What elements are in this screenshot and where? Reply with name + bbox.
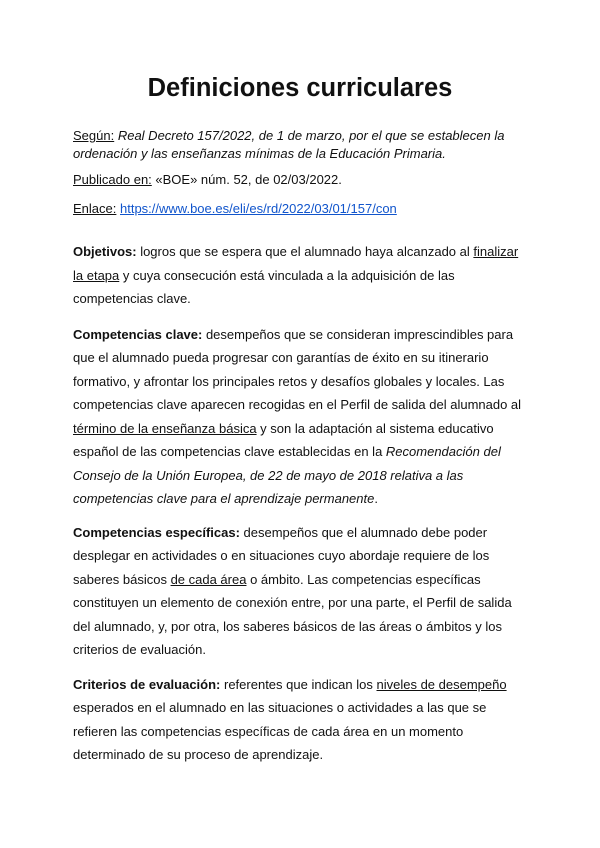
term-competencias-clave: Competencias clave: <box>73 326 203 342</box>
publicado-label: Publicado en: <box>73 172 152 187</box>
competencias-clave-text-1: desempeños que se consideran imprescindibles para que el alumnado pueda progresar con garantías de éxito en su itinerario formativo, y afrontar los principales retos y desafíos globales y locales. Las competencias clave aparecen recogidas en el Perfil de salida del alumnado al <box>73 326 522 412</box>
term-competencias-especificas: Competencias específicas: <box>73 524 240 540</box>
objetivos-text-1: logros que se espera que el alumnado haya alcanzado al <box>136 244 474 259</box>
segun-text: Real Decreto 157/2022, de 1 de marzo, por el que se establecen la ordenación y las enseñanzas mínimas de la Educación Primaria. <box>73 128 505 161</box>
competencias-clave-underline: término de la enseñanza básica <box>73 420 257 436</box>
objetivos-text-2: y cuya consecución está vinculada a la adquisición de las competencias clave. <box>73 267 455 306</box>
document-title: Definiciones curriculares <box>147 74 453 102</box>
competencias-especificas-underline: de cada área <box>170 571 247 587</box>
boe-link[interactable]: https://www.boe.es/eli/es/rd/2022/03/01/157/con <box>120 201 397 216</box>
publicado-line <box>73 171 527 189</box>
publicado-text: «BOE» núm. 52, de 02/03/2022. <box>155 172 342 187</box>
objetivos-underline: finalizar la etapa <box>73 244 519 283</box>
competencias-clave-text-3: . <box>374 491 378 506</box>
competencias-especificas-text-2: o ámbito. Las competencias específicas constituyen un elemento de conexión entre, por una parte, el Perfil de salida del alumnado, y, por otra, los saberes básicos de las áreas o ámbitos y los criterios de evaluación. <box>73 571 512 657</box>
definition-objetivos <box>73 240 527 311</box>
competencias-clave-text-2: y son la adaptación al sistema educativo español de las competencias clave establecidas en la <box>73 420 494 459</box>
competencias-clave-italic: Recomendación del Consejo de la Unión Europea, de 22 de mayo de 2018 relativa a las competencias clave para el aprendizaje permanente <box>73 444 501 506</box>
enlace-line <box>73 200 527 218</box>
term-criterios-evaluacion: Criterios de evaluación: <box>73 676 221 692</box>
criterios-evaluacion-underline: niveles de desempeño <box>376 676 507 692</box>
definition-competencias-clave <box>73 323 527 511</box>
definition-competencias-especificas <box>73 521 527 662</box>
term-objetivos: Objetivos: <box>73 244 137 259</box>
competencias-especificas-text-1: desempeños que el alumnado debe poder desplegar en actividades o en situaciones cuyo abordaje requiere de los saberes básicos <box>73 524 490 587</box>
enlace-label: Enlace: <box>73 201 117 216</box>
source-info <box>73 127 527 218</box>
segun-line <box>73 127 527 163</box>
segun-label: Según: <box>73 128 115 143</box>
criterios-evaluacion-text-2: esperados en el alumnado en las situaciones o actividades a las que se refieren las competencias específicas de cada área en un momento determinado de su proceso de aprendizaje. <box>73 700 487 762</box>
definition-criterios-evaluacion <box>73 673 527 767</box>
criterios-evaluacion-text-1: referentes que indican los <box>220 676 377 692</box>
